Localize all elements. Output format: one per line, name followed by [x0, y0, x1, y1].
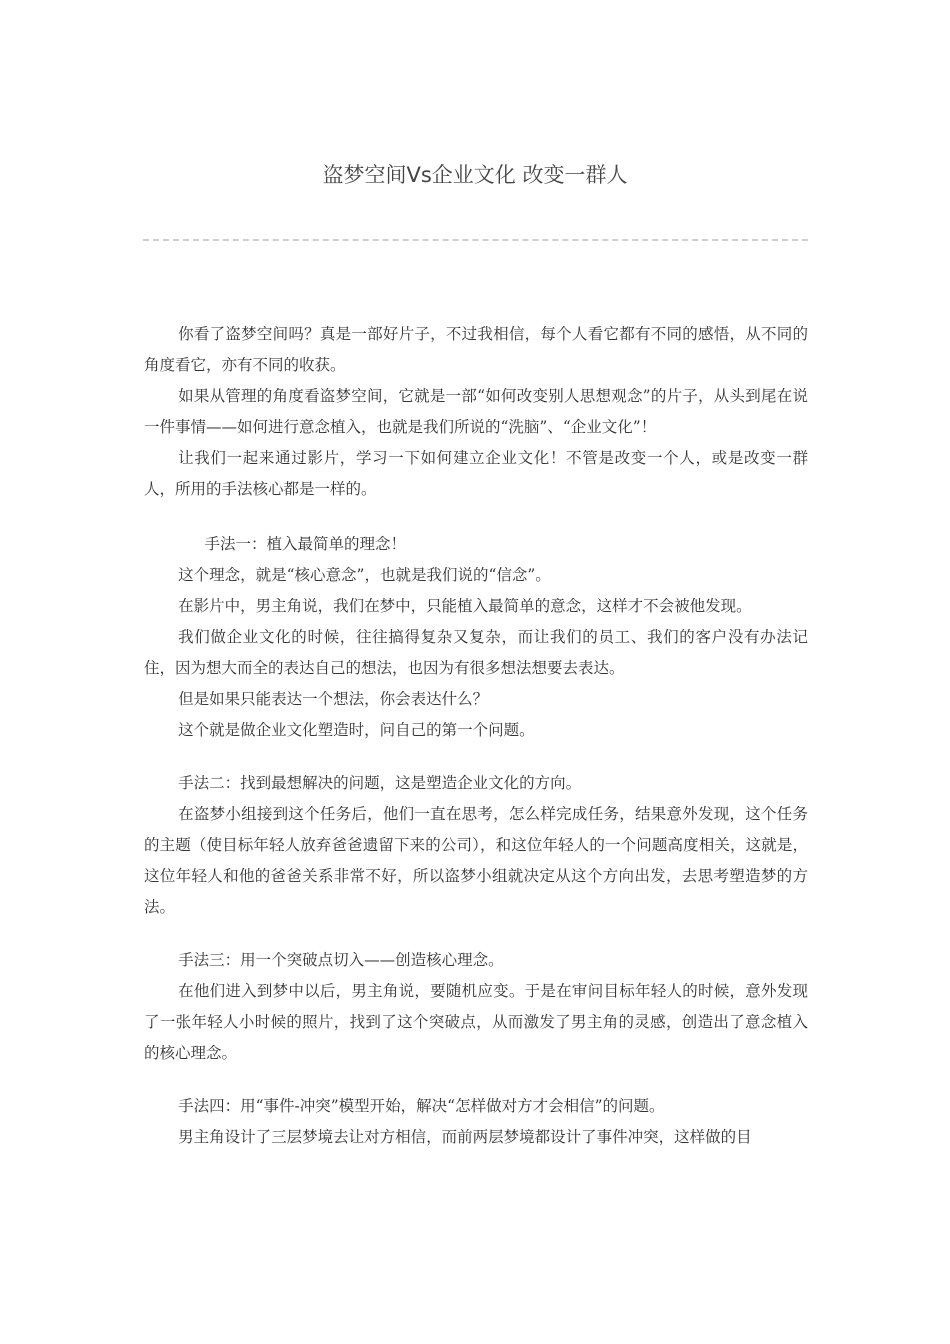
section-paragraph: 在影片中，男主角说，我们在梦中，只能植入最简单的意念，这样才不会被他发现。 [178, 597, 752, 615]
section-method-1 [144, 529, 808, 746]
section-heading: 手法一：植入最简单的理念！ [204, 535, 406, 553]
intro-paragraph-1: 你看了盗梦空间吗？真是一部好片子，不过我相信，每个人看它都有不同的感悟，从不同的角度看它，亦有不同的收获。 [144, 325, 808, 374]
section-paragraph: 在盗梦小组接到这个任务后，他们一直在思考，怎么样完成任务，结果意外发现，这个任务的主题（使目标年轻人放弃爸爸遗留下来的公司），和这位年轻人的一个问题高度相关，这就是，这位年轻人和他的爸爸关系非常不好，所以盗梦小组就决定从这个方向出发，去思考塑造梦的方法。 [144, 805, 808, 916]
intro-paragraph-2: 如果从管理的角度看盗梦空间，它就是一部“如何改变别人思想观念”的片子，从头到尾在说一件事情——如何进行意念植入，也就是我们所说的“洗脑”、“企业文化”！ [144, 387, 808, 436]
intro-paragraph-3: 让我们一起来通过影片，学习一下如何建立企业文化！不管是改变一个人，或是改变一群人，所用的手法核心都是一样的。 [144, 449, 808, 498]
section-method-2 [144, 768, 808, 923]
section-paragraph: 这个就是做企业文化塑造时，问自己的第一个问题。 [178, 721, 535, 739]
spacer [144, 505, 808, 529]
section-heading: 手法三：用一个突破点切入——创造核心理念。 [178, 951, 504, 969]
section-paragraph: 男主角设计了三层梦境去让对方相信，而前两层梦境都设计了事件冲突，这样做的目 [178, 1128, 752, 1146]
section-method-4 [144, 1091, 808, 1153]
document-title: 盗梦空间Vs企业文化 改变一群人 [322, 163, 628, 187]
spacer [144, 746, 808, 768]
section-method-3 [144, 945, 808, 1069]
section-paragraph: 在他们进入到梦中以后，男主角说，要随机应变。于是在审问目标年轻人的时候，意外发现了一张年轻人小时候的照片，找到了这个突破点，从而激发了男主角的灵感，创造出了意念植入的核心理念。 [144, 982, 808, 1062]
dashed-divider [143, 239, 808, 241]
spacer [144, 923, 808, 945]
section-heading: 手法四：用“事件-冲突”模型开始，解决“怎样做对方才会相信”的问题。 [178, 1097, 665, 1115]
document-body [144, 319, 808, 1153]
section-paragraph: 这个理念，就是“核心意念”，也就是我们说的“信念”。 [178, 566, 551, 584]
section-paragraph: 我们做企业文化的时候，往往搞得复杂又复杂，而让我们的员工、我们的客户没有办法记住，因为想大而全的表达自己的想法，也因为有很多想法想要去表达。 [144, 628, 808, 677]
section-heading: 手法二：找到最想解决的问题，这是塑造企业文化的方向。 [178, 774, 582, 792]
spacer [144, 1069, 808, 1091]
section-paragraph: 但是如果只能表达一个想法，你会表达什么？ [178, 690, 489, 708]
